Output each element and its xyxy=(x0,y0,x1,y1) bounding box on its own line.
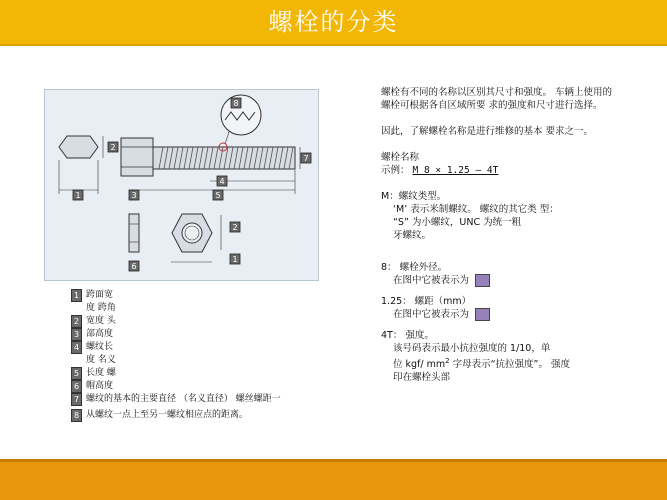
diagram-label-3: 3 xyxy=(131,191,137,200)
diagram-label-8: 8 xyxy=(233,99,239,108)
nut-side xyxy=(129,214,139,252)
legend-item xyxy=(71,289,321,302)
legend-badge: 6 xyxy=(71,380,82,393)
thread-type-desc: 牙螺纹。 xyxy=(393,230,432,241)
legend-text: 宽度 头 xyxy=(86,316,116,326)
legend-text: 部高度 xyxy=(86,329,114,339)
explanation-text xyxy=(381,86,621,384)
diagram-label-1: 1 xyxy=(75,191,81,200)
bolt-head-side xyxy=(59,136,98,158)
diameter-line: 8： 螺栓外径。 xyxy=(381,262,448,273)
legend-text: 从螺纹一点上至另一螺纹相应点的距离。 xyxy=(86,410,249,420)
diagram-label-1b: 1 xyxy=(232,255,238,264)
example-label: 示例： xyxy=(381,165,410,176)
footer-bar xyxy=(0,462,667,500)
legend-item xyxy=(71,302,321,315)
legend-badge: 7 xyxy=(71,393,82,406)
strength-desc xyxy=(381,355,621,371)
legend-item xyxy=(71,409,321,425)
legend-text: 度 名义 xyxy=(86,355,116,365)
page-title: 螺栓的分类 xyxy=(268,8,399,36)
thread-type-desc: “S” 为小螺纹，UNC 为统一粗 xyxy=(393,217,522,228)
thread-type-desc: ‘M’ 表示米制螺纹。 螺纹的其它类 型： xyxy=(393,204,559,215)
diagram-label-4: 4 xyxy=(219,177,225,186)
legend-text: 螺纹长 xyxy=(86,342,114,352)
legend-text: 帽高度 xyxy=(86,381,114,391)
legend-badge: 2 xyxy=(71,315,82,328)
legend-item xyxy=(71,354,321,367)
legend-badge: 4 xyxy=(71,341,82,354)
example-line xyxy=(381,164,621,177)
legend xyxy=(71,289,321,425)
pitch-line: 1.25： 螺距（mm） xyxy=(381,296,472,307)
name-heading: 螺栓名称 xyxy=(381,152,420,163)
legend-badge: 3 xyxy=(71,328,82,341)
legend-badge: 1 xyxy=(71,289,82,302)
diameter-color-swatch xyxy=(475,274,490,287)
strength-unit-rest: 字母表示“抗拉强度”。 强度 xyxy=(449,359,570,371)
legend-item xyxy=(71,367,321,380)
importance-paragraph: 因此，了解螺栓名称是进行维修的基本 要求之一。 xyxy=(381,126,594,137)
diagram-label-2b: 2 xyxy=(232,223,238,232)
example-value: M 8 × 1.25 – 4T xyxy=(412,165,499,176)
legend-item xyxy=(71,341,321,354)
diagram-label-2: 2 xyxy=(110,143,116,152)
legend-item xyxy=(71,393,321,409)
diameter-desc xyxy=(381,274,621,287)
bolt-head-front xyxy=(121,138,153,176)
legend-badge: 5 xyxy=(71,367,82,380)
legend-badge: 8 xyxy=(71,409,82,422)
intro-paragraph: 螺栓有不同的名称以区别其尺寸和强度。 车辆上使用的螺栓可根据各自区域所要 求的强度和尺寸进行选择。 xyxy=(381,87,613,111)
legend-item xyxy=(71,315,321,328)
diagram-label-5: 5 xyxy=(215,191,221,200)
legend-text: 跨面宽 xyxy=(86,290,114,300)
thread-type-line: M：螺纹类型。 xyxy=(381,191,447,202)
pitch-desc xyxy=(381,308,621,321)
strength-unit-text: 位 kgf/ mm xyxy=(393,359,446,371)
bolt-drawing xyxy=(45,90,318,280)
diameter-desc-text: 在图中它被表示为 xyxy=(393,275,470,286)
strength-desc: 印在螺栓头部 xyxy=(393,372,451,384)
strength-unit-sup: 2 xyxy=(445,357,450,365)
legend-item xyxy=(71,328,321,341)
diagram-label-7: 7 xyxy=(303,154,309,163)
diagram-label-6: 6 xyxy=(131,262,137,271)
legend-text: 螺纹的基本的主要直径 （名义直径） 螺丝螺距一 xyxy=(86,394,281,404)
pitch-color-swatch xyxy=(475,308,490,321)
legend-text: 度 跨角 xyxy=(86,303,116,313)
legend-text: 长度 螺 xyxy=(86,368,116,378)
bolt-diagram xyxy=(44,89,319,281)
strength-line: 4T： 强度。 xyxy=(381,330,434,341)
legend-item xyxy=(71,380,321,393)
pitch-desc-text: 在图中它被表示为 xyxy=(393,309,470,320)
strength-desc: 该号码表示最小抗拉强度的 1/10，单 xyxy=(393,343,551,354)
